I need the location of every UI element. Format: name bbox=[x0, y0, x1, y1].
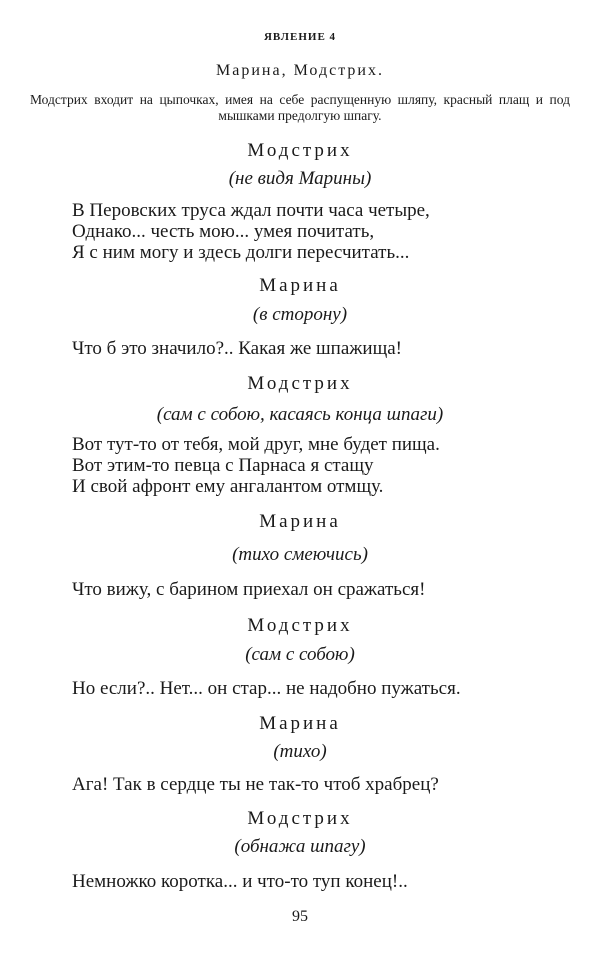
verse-block bbox=[72, 678, 572, 699]
verse-line: Вот тут-то от тебя, мой друг, мне будет пища. bbox=[72, 434, 440, 455]
verse-line: Однако... честь мою... умея почитать, bbox=[72, 221, 375, 242]
speaker-remark: (обнажа шпагу) bbox=[234, 836, 366, 857]
speaker-remark: (тихо смеючись) bbox=[232, 544, 368, 565]
speaker-name: Марина bbox=[259, 275, 341, 296]
verse-line: Что вижу, с барином приехал он сражаться! bbox=[72, 579, 426, 600]
speaker-name: Модстрих bbox=[247, 808, 353, 829]
verse-block bbox=[72, 200, 572, 263]
verse-line: В Перовских труса ждал почти часа четыре, bbox=[72, 200, 430, 221]
scene-cast: Марина, Модстрих. bbox=[216, 62, 384, 79]
speaker-name: Марина bbox=[259, 713, 341, 734]
verse-line: Вот этим-то певца с Парнаса я стащу bbox=[72, 455, 374, 476]
speaker-remark: (в сторону) bbox=[252, 304, 348, 325]
verse-block bbox=[72, 338, 572, 359]
verse-line: Но если?.. Нет... он стар... не надобно пужаться. bbox=[72, 678, 461, 699]
speaker-name: Марина bbox=[259, 511, 341, 532]
stage-direction: Модстрих входит на цыпочках, имея на себе распущенную шляпу, красный плащ и под мышками предолгую шпагу. bbox=[30, 92, 570, 123]
verse-block bbox=[72, 774, 572, 795]
speaker-remark: (не видя Марины) bbox=[228, 168, 372, 189]
verse-line: Немножко коротка... и что-то туп конец!.. bbox=[72, 871, 408, 892]
verse-block bbox=[72, 434, 572, 497]
speaker-remark: (сам с собою) bbox=[245, 644, 355, 665]
verse-line: Что б это значило?.. Какая же шпажища! bbox=[72, 338, 402, 359]
verse-line: Ага! Так в сердце ты не так-то чтоб храбрец? bbox=[72, 774, 439, 795]
verse-line: И свой афронт ему ангалантом отмщу. bbox=[72, 476, 384, 497]
page-number: 95 bbox=[292, 908, 308, 925]
speaker-remark: (тихо) bbox=[273, 741, 327, 762]
verse-line: Я с ним могу и здесь долги пересчитать... bbox=[72, 242, 410, 263]
speaker-name: Модстрих bbox=[247, 140, 353, 161]
speaker-name: Модстрих bbox=[247, 373, 353, 394]
scene-heading: ЯВЛЕНИЕ 4 bbox=[263, 31, 337, 43]
verse-block bbox=[72, 871, 572, 892]
speaker-name: Модстрих bbox=[247, 615, 353, 636]
speaker-remark: (сам с собою, касаясь конца шпаги) bbox=[156, 404, 444, 425]
verse-block bbox=[72, 579, 572, 600]
